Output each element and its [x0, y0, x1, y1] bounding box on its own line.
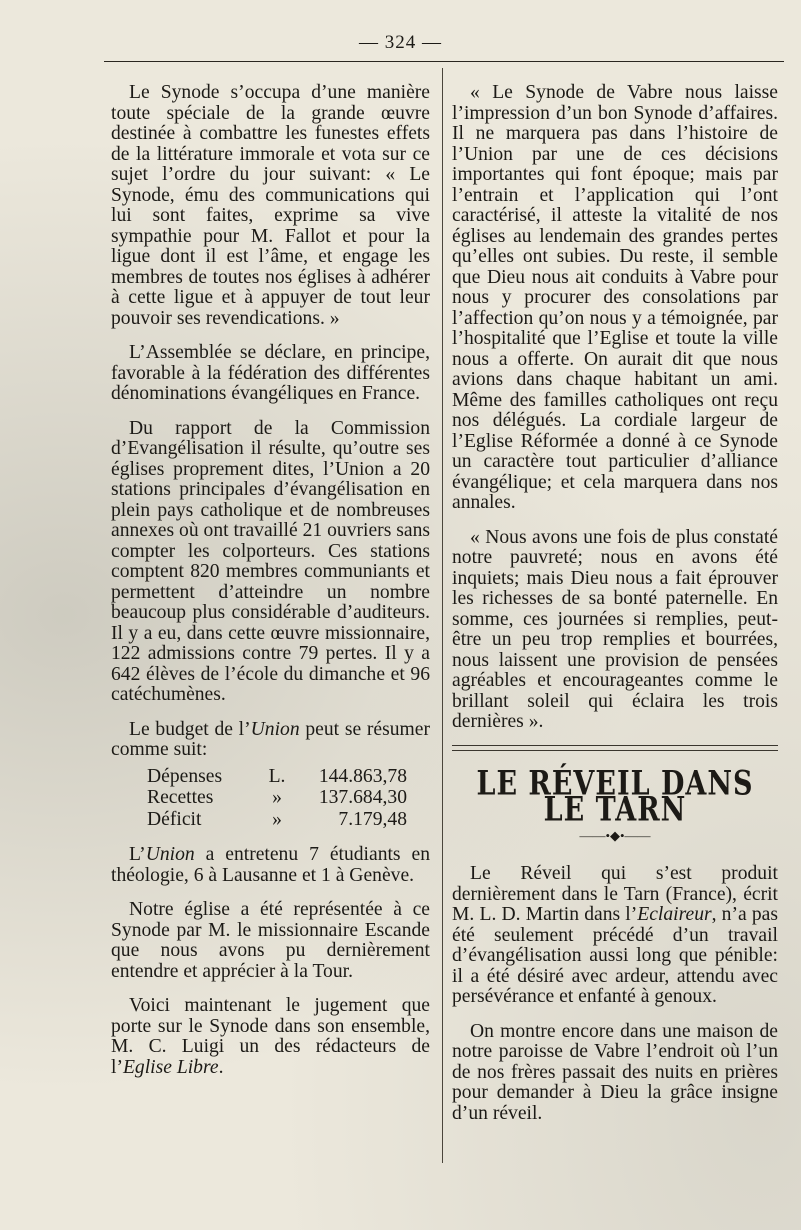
budget-label: Déficit — [147, 808, 202, 830]
left-column — [111, 83, 430, 1078]
budget-row — [111, 810, 430, 832]
section-double-rule — [452, 745, 778, 751]
article-headline: LE RÉVEIL DANS LE TARN — [476, 763, 754, 829]
budget-value: 144.863,78 — [318, 765, 407, 787]
budget-label: Dépenses — [147, 765, 223, 787]
budget-row — [111, 788, 430, 810]
budget-label: Recettes — [147, 787, 214, 808]
budget-value: 137.684,30 — [318, 787, 407, 808]
ornament-divider: ——•◆•—— — [579, 827, 651, 843]
paragraph-students: L’Union a entretenu 7 étudiants en théologie, 6 à Lausanne et 1 à Genève. — [111, 844, 430, 886]
right-column — [452, 83, 778, 1124]
column-divider — [442, 68, 443, 1163]
budget-value: 7.179,48 — [338, 808, 407, 830]
paragraph-reveil-tarn: Le Réveil qui s’est produit dernièrement dans le Tarn (France), écrit M. L. D. Martin dans l’Eclaireur, n’a pas été seulement précédé d’un travail d’évangélisation aussi long que pénible: il a été désiré avec ardeur, attendu avec persévérance et enfanté à genoux. — [452, 863, 778, 1007]
paragraph-representation: Notre église a été représentée à ce Synode par M. le missionnaire Escande que nous avons pu dernièrement entendre et apprécier à la Tour. — [111, 899, 430, 982]
paragraph-evangelisation-report: Du rapport de la Commission d’Evangélisation il résulte, qu’outre ses églises proprement dites, l’Union a 20 stations principales d’évangélisation en plein pays catholique et de nombreuses annexes où ont travaillé 21 ouvriers sans compter les colporteurs. Ces stations comptent 820 membres communiants et permettent d’atteindre un nombre beaucoup plus considérable d’auditeurs. Il y a eu, dans cette œuvre missionnaire, 122 admissions contre 79 pertes. Il y a 642 élèves de l’école du dimanche et 96 catéchumènes. — [111, 417, 430, 705]
paragraph-federation: L’Assemblée se déclare, en principe, favorable à la fédération des différentes dénominations évangéliques en France. — [111, 342, 430, 404]
budget-symbol: » — [272, 787, 282, 808]
quote-paragraph-vabre: « Le Synode de Vabre nous laisse l’impression d’un bon Synode d’affaires. Il ne marquera pas dans l’histoire de l’Union par une de ces décisions importantes qui font époque; mais par l’entrain et l’application qui l’ont caractérisé, il atteste la vitalité de nos églises au lendemain des grandes pertes qu’elles ont subies. Du reste, il semble que Dieu nous ait conduits à Vabre pour nous y procurer des consolations par l’affection qu’on nous y a témoignée, par l’hospitalité que l’Eglise et toute la ville nous a offerte. On aurait dit que nous avions dans chaque habitant un ami. Même des familles catholiques ont reçu nos délégués. La cordiale largeur de l’Eglise Réformée a donné à ce Synode un caractère tout particulier d’alliance évangélique; et cela marquera dans nos annales. — [452, 82, 778, 513]
budget-symbol: L. — [268, 765, 286, 787]
quote-paragraph-pauvrete: « Nous avons une fois de plus constaté notre pauvreté; nous en avons été inquiets; mais Dieu nous a fait éprouver les richesses de sa bonté paternelle. En somme, ces journées si remplies, peut-être un peu trop remplies et bourrées, nous laissent une provision de pensées agréables et encourageantes comme le brillant soleil qui éclaira les trois dernières ». — [452, 526, 778, 732]
paragraph-maison-vabre: On montre encore dans une maison de notre paroisse de Vabre l’endroit où l’un de nos frères passait des nuits en prières pour demander à Dieu la grâce insigne d’un réveil. — [452, 1020, 778, 1124]
budget-row — [111, 767, 430, 789]
header-rule — [104, 61, 784, 62]
budget-symbol: » — [272, 808, 282, 830]
page-number: — 324 — — [359, 32, 442, 53]
budget-table — [111, 767, 430, 832]
paragraph-synode-ligue: Le Synode s’occupa d’une manière toute spéciale de la grande œuvre destinée à combattre les funestes effets de la littérature immorale et vota sur ce sujet l’ordre du jour suivant: « Le Synode, ému des communications qui lui sont faites, exprime sa vive sympathie pour M. Fallot et pour la ligue dont il est l’âme, et engage les membres de toutes nos églises à adhérer à cette ligue et à appuyer de tout leur pouvoir ses revendications. » — [111, 82, 430, 329]
paragraph-budget-intro: Le budget de l’Union peut se résumer comme suit: — [111, 718, 430, 760]
paragraph-judgement: Voici maintenant le jugement que porte sur le Synode dans son ensemble, M. C. Luigi un des rédacteurs de l’Eglise Libre. — [111, 995, 430, 1078]
